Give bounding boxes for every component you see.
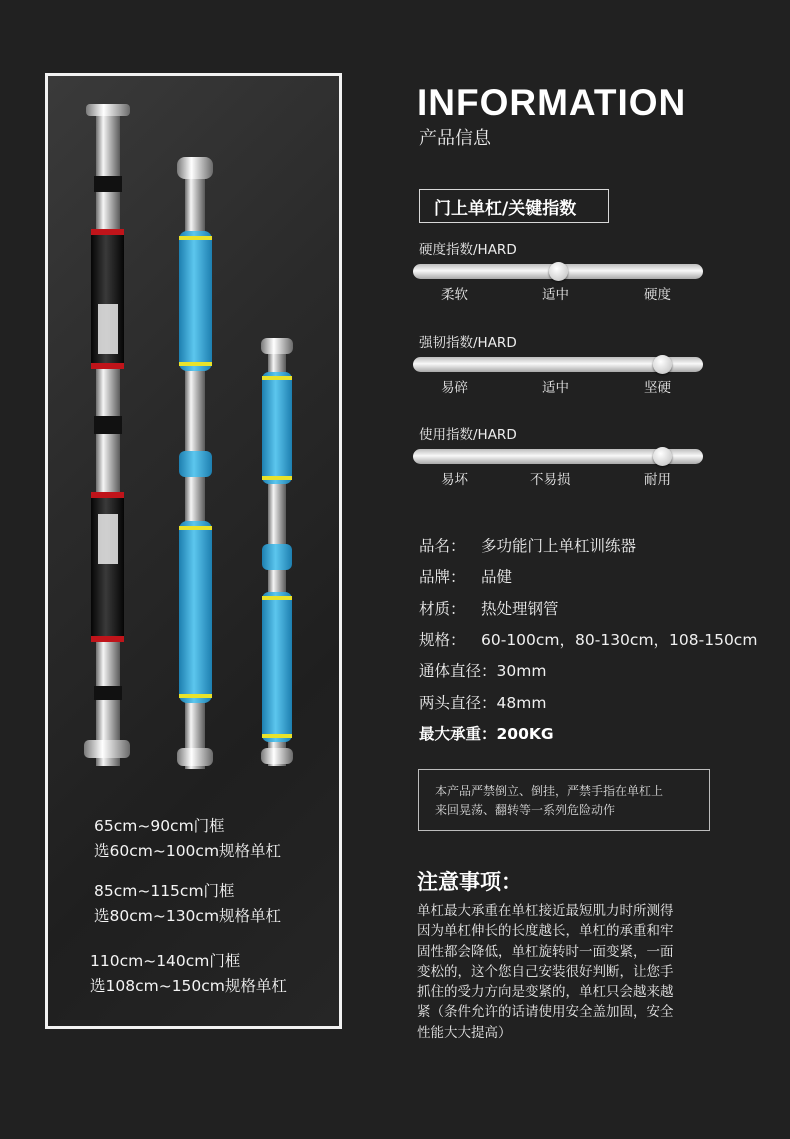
slider-knob — [549, 262, 568, 281]
tick-low: 柔软 — [441, 287, 468, 303]
tick-high: 耐用 — [644, 472, 671, 488]
bar-spec: 选60cm~100cm规格单杠 — [94, 842, 282, 860]
spec-value: 热处理钢管 — [481, 600, 559, 618]
door-frame-size: 85cm~115cm门框 — [94, 882, 235, 900]
slider-ticks — [413, 376, 703, 396]
warning-line: 来回晃荡、翻转等一系列危险动作 — [435, 803, 616, 817]
slider-label: 使用指数/HARD — [419, 427, 517, 443]
size-option-1 — [94, 814, 281, 864]
spec-value: 多功能门上单杠训练器 — [481, 537, 637, 555]
slider-ticks — [413, 283, 703, 303]
spec-key: 材质： — [419, 600, 466, 618]
spec-sizes — [419, 628, 757, 650]
tick-mid: 不易损 — [530, 472, 571, 488]
notice-line: 变松的，这个您自己安装很好判断，让您手 — [417, 963, 674, 980]
notice-line: 因为单杠伸长的长度越长，单杠的承重和牢 — [417, 923, 674, 940]
notice-line: 单杠最大承重在单杠接近最短肌力时所测得 — [417, 903, 674, 919]
tick-high: 硬度 — [644, 287, 671, 303]
slider-hardness — [413, 238, 703, 303]
page-title: INFORMATION — [417, 82, 687, 123]
bar-spec: 选108cm~150cm规格单杠 — [90, 977, 287, 995]
notice-title: 注意事项： — [417, 870, 522, 894]
slider-label: 强韧指数/HARD — [419, 335, 517, 351]
slider-knob — [653, 355, 672, 374]
spec-end-diameter: 两头直径：48mm — [419, 694, 547, 712]
spec-material — [419, 597, 559, 619]
spec-value: 品健 — [481, 568, 513, 586]
product-panel — [45, 73, 342, 1029]
spec-name — [419, 534, 636, 556]
slider-durability — [413, 423, 703, 488]
notice-text — [417, 901, 712, 1043]
spec-key: 规格： — [419, 631, 466, 649]
slider-track — [413, 264, 703, 279]
warning-box — [418, 769, 710, 831]
tick-high: 坚硬 — [644, 380, 671, 396]
spec-brand — [419, 565, 512, 587]
spec-value: 60-100cm，80-130cm，108-150cm — [481, 631, 758, 649]
tick-mid: 适中 — [542, 380, 569, 396]
slider-track — [413, 357, 703, 372]
bar-spec: 选80cm~130cm规格单杠 — [94, 907, 282, 925]
slider-knob — [653, 447, 672, 466]
warning-line: 本产品严禁倒立、倒挂，严禁手指在单杠上 — [435, 784, 664, 798]
spec-body-diameter: 通体直径：30mm — [419, 662, 547, 680]
tick-mid: 适中 — [542, 287, 569, 303]
bar-large-blue — [261, 338, 293, 766]
door-frame-size: 65cm~90cm门框 — [94, 817, 225, 835]
notice-line: 紧（条件允许的话请使用安全盖加固，安全 — [417, 1004, 674, 1021]
spec-key: 品名： — [419, 537, 466, 555]
bar-small-black — [84, 104, 130, 766]
spec-max-load: 最大承重：200KG — [419, 725, 554, 743]
notice-line: 性能大大提高） — [417, 1024, 512, 1041]
size-option-3 — [90, 949, 287, 999]
slider-track — [413, 449, 703, 464]
tick-low: 易坏 — [441, 472, 468, 488]
notice-line: 固性都会降低，单杠旋转时一面变紧，一面 — [417, 943, 674, 960]
slider-label: 硬度指数/HARD — [419, 242, 517, 258]
size-option-2 — [94, 879, 281, 929]
tick-low: 易碎 — [441, 380, 468, 396]
notice-line: 抓住的受力方向是变紧的，单杠只会越来越 — [417, 984, 674, 1001]
bar-medium-blue — [177, 157, 213, 769]
section-title: 门上单杠/关键指数 — [419, 189, 609, 223]
slider-toughness — [413, 331, 703, 396]
door-frame-size: 110cm~140cm门框 — [90, 952, 241, 970]
page-subtitle: 产品信息 — [419, 128, 491, 149]
slider-ticks — [413, 468, 703, 488]
spec-key: 品牌： — [419, 568, 466, 586]
